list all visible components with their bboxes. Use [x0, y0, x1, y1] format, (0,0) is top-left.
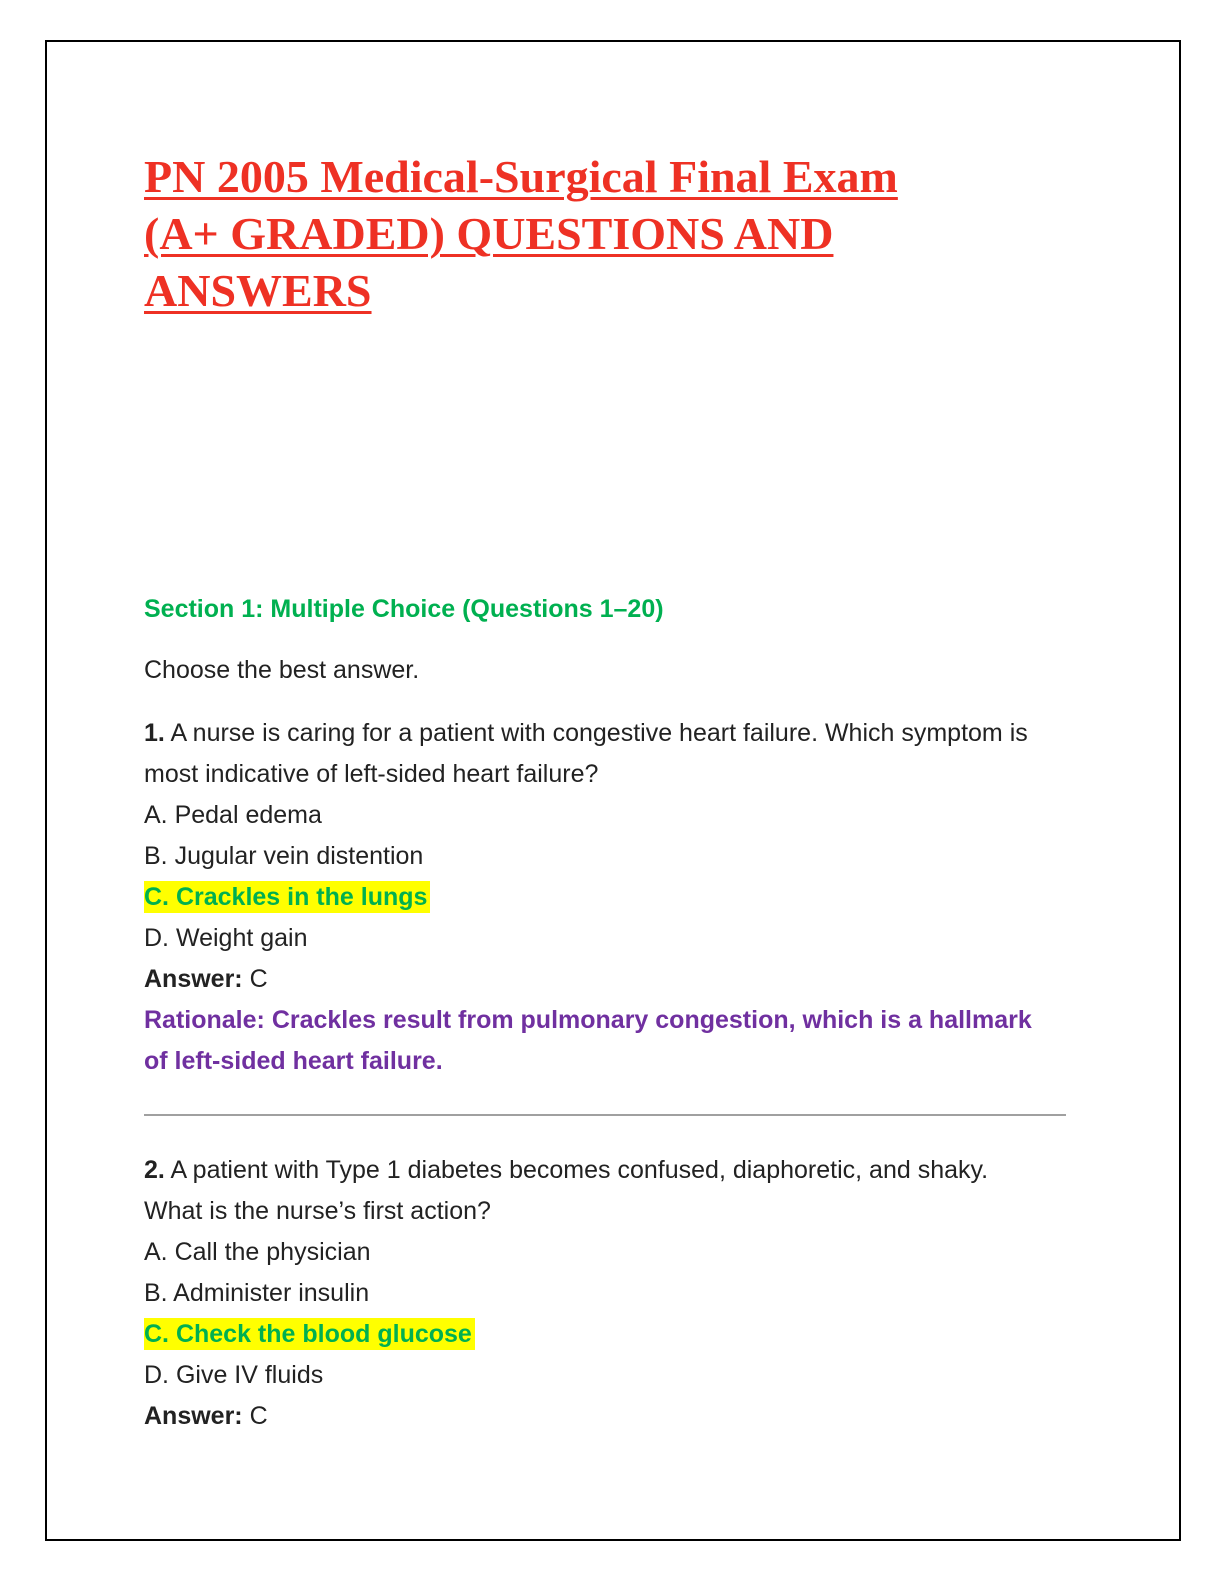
section-heading: Section 1: Multiple Choice (Questions 1–20) — [144, 595, 664, 623]
question-1-rationale-label: Rationale: — [144, 1006, 265, 1034]
question-2-option-a: A. Call the physician — [144, 1238, 371, 1266]
question-2-text — [144, 1150, 1049, 1232]
document-content — [47, 42, 1179, 1437]
question-1-answer-value: C — [249, 965, 268, 993]
question-1-option-c — [144, 877, 1049, 918]
title-line-2: (A+ GRADED) QUESTIONS AND — [144, 208, 834, 259]
question-1-stem: A nurse is caring for a patient with congestive heart failure. Which symptom is most indicative of left-sided heart failure? — [144, 719, 1028, 788]
title-line-1: PN 2005 Medical-Surgical Final Exam — [144, 151, 898, 202]
question-2-stem: A patient with Type 1 diabetes becomes confused, diaphoretic, and shaky. What is the nurse’s first action? — [144, 1156, 989, 1225]
question-1-option-c-highlight: C. Crackles in the lungs — [144, 881, 430, 913]
question-1-option-d: D. Weight gain — [144, 924, 308, 952]
question-2-option-d: D. Give IV fluids — [144, 1361, 324, 1389]
question-1-text — [144, 713, 1049, 795]
document-page — [45, 40, 1181, 1541]
page-title — [144, 148, 1061, 319]
question-1-option-a: A. Pedal edema — [144, 801, 322, 829]
question-1-option-b: B. Jugular vein distention — [144, 842, 424, 870]
question-2-answer-line — [144, 1396, 1049, 1437]
question-2-option-c-highlight: C. Check the blood glucose — [144, 1318, 475, 1350]
question-1-rationale — [144, 1000, 1049, 1082]
question-1-number: 1. — [144, 719, 165, 747]
question-1-answer-label: Answer: — [144, 965, 243, 993]
question-1 — [144, 713, 1049, 1082]
intro-text: Choose the best answer. — [144, 656, 420, 684]
question-1-rationale-text: Crackles result from pulmonary congestion, which is a hallmark of left-sided heart failure. — [144, 1006, 1032, 1075]
question-2 — [144, 1150, 1049, 1437]
question-2-answer-label: Answer: — [144, 1402, 243, 1430]
question-2-answer-value: C — [249, 1402, 268, 1430]
question-divider — [144, 1114, 1066, 1116]
question-2-option-c — [144, 1314, 1049, 1355]
question-2-option-b: B. Administer insulin — [144, 1279, 370, 1307]
title-line-3: ANSWERS — [144, 265, 372, 316]
question-2-number: 2. — [144, 1156, 165, 1184]
question-1-answer-line — [144, 959, 1049, 1000]
